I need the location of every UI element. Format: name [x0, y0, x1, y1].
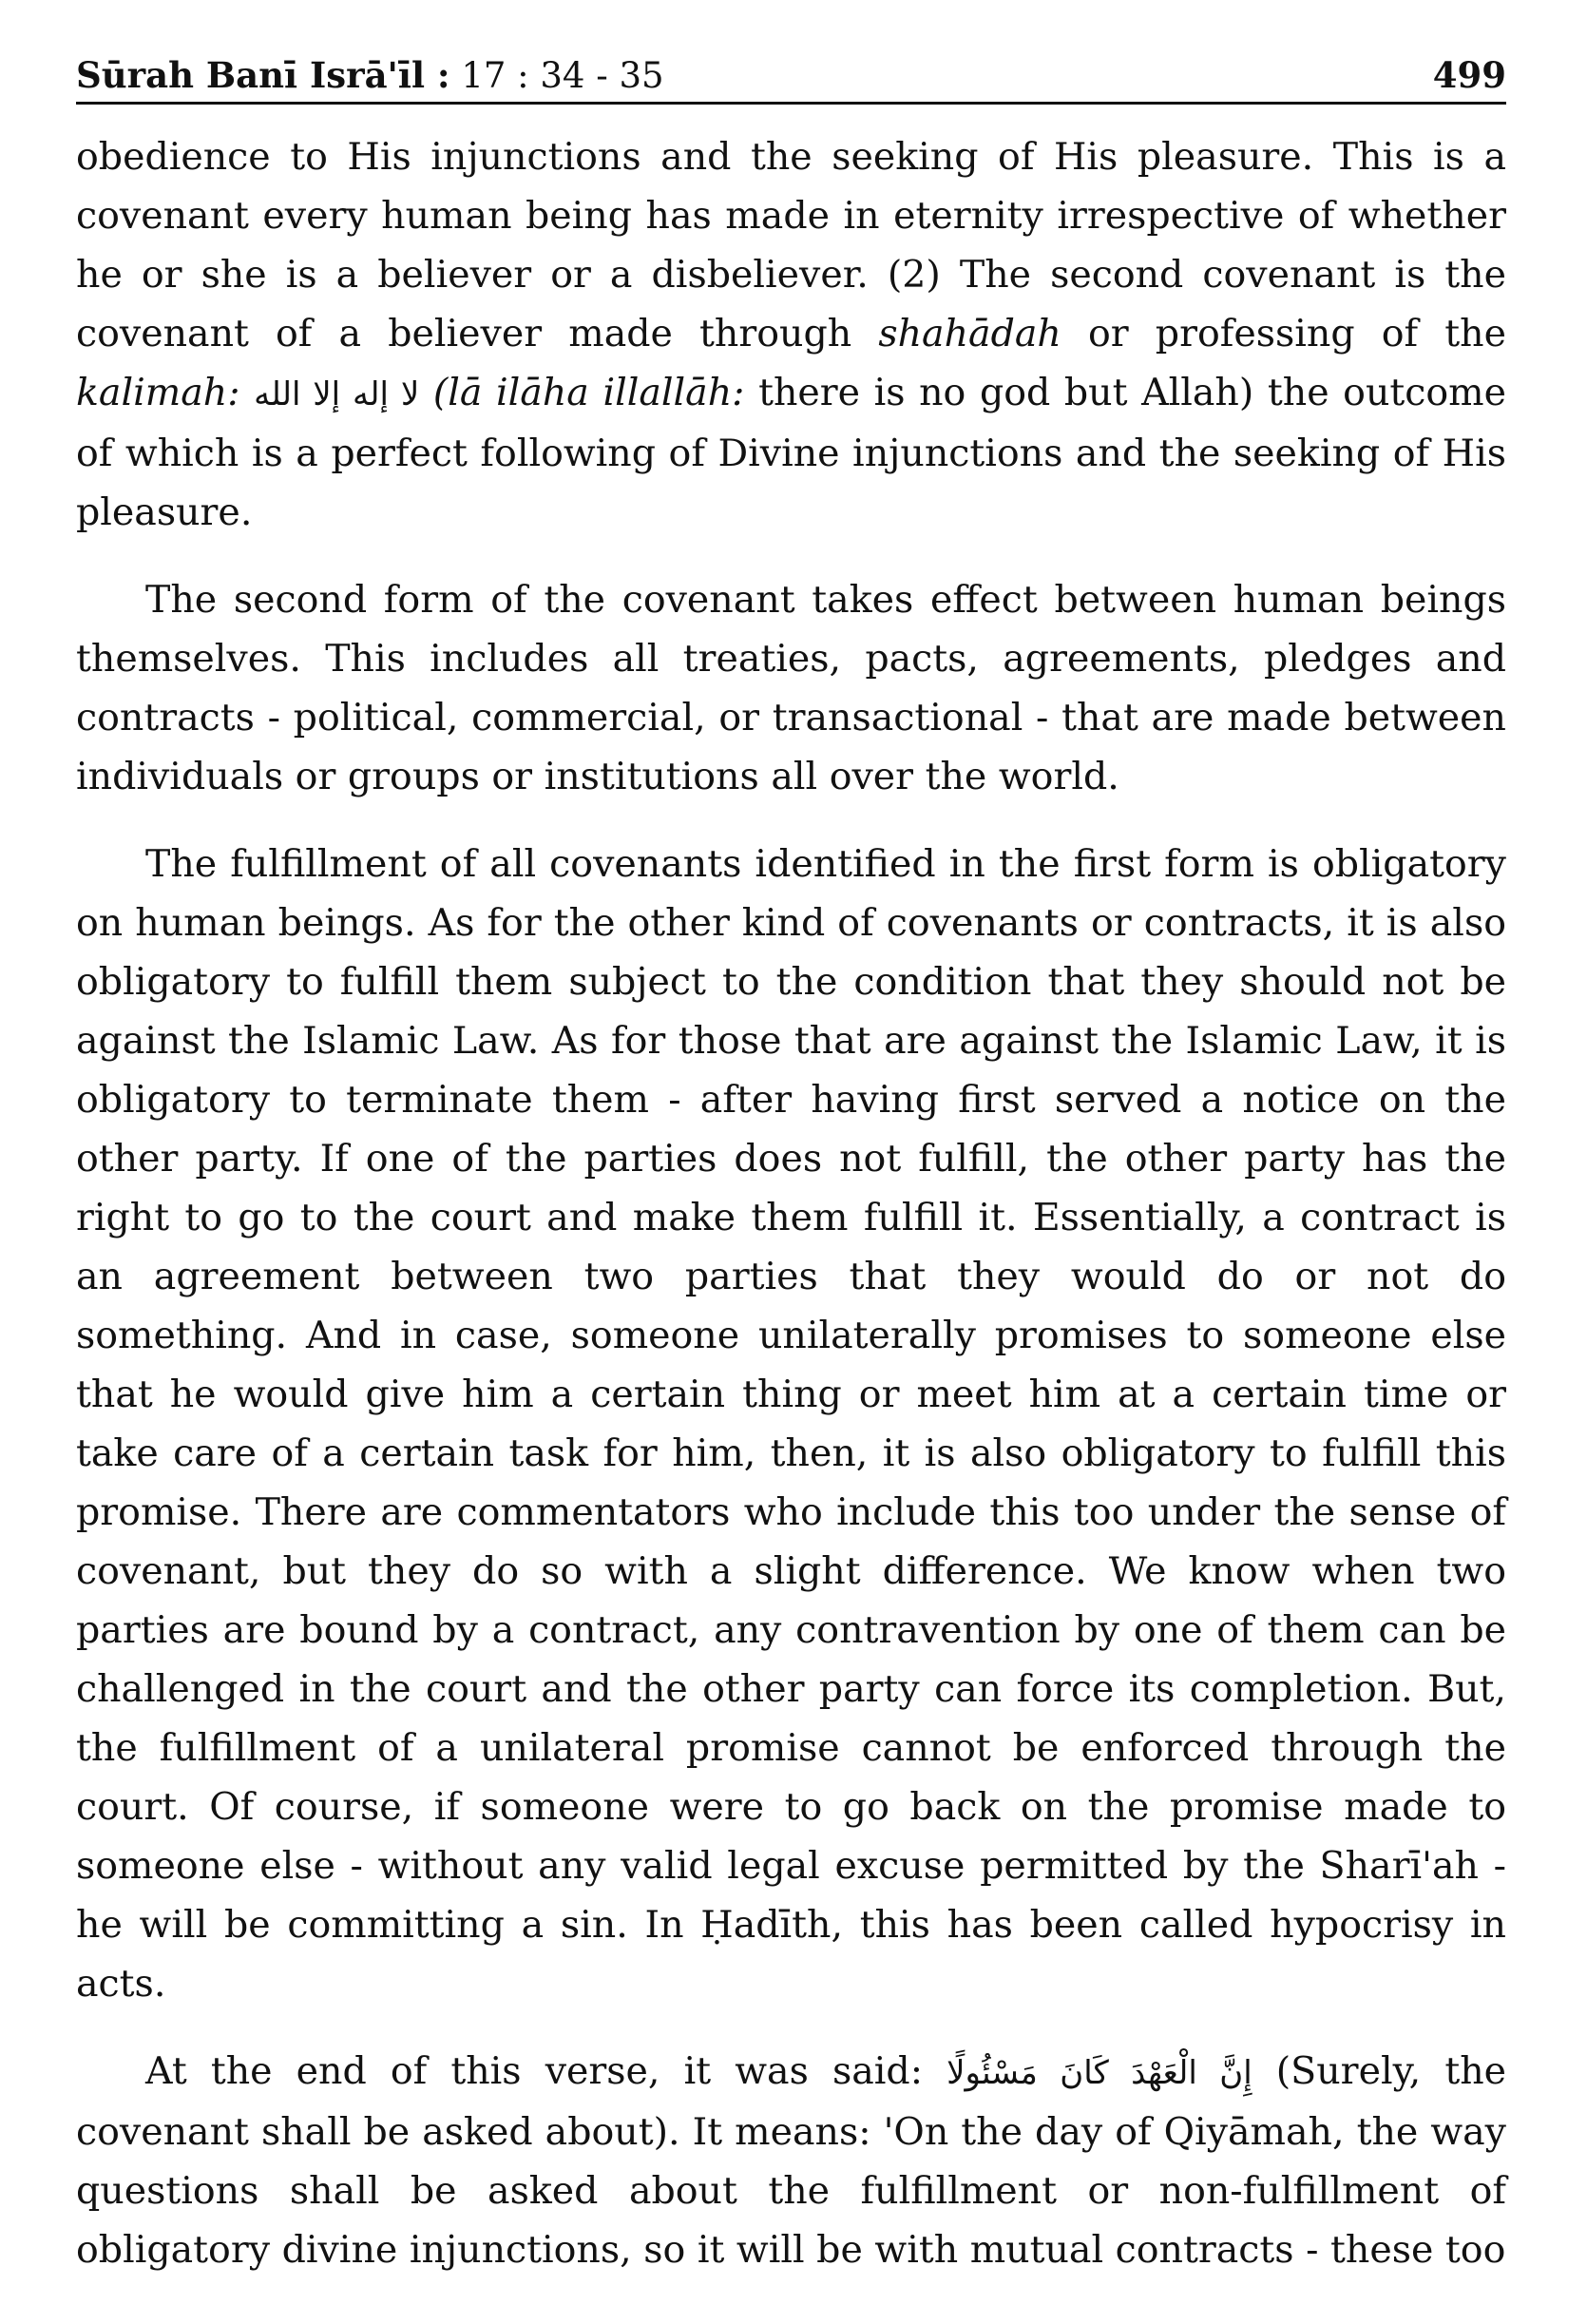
- page-body: [76, 127, 1506, 2308]
- paragraph-3: The fulfillment of all covenants identified in the first form is obligatory on human beings. As for the other kind of covenants or contracts, it is also obligatory to fulfill them subject to the condition that they should not be against the Islamic Law. As for those that are against the Islamic Law, it is obligatory to terminate them - after having first served a notice on the other party. If one of the parties does not fulfill, the other party has the right to go to the court and make them fulfill it. Essentially, a contract is an agreement between two parties that they would do or not do something. And in case, someone unilaterally promises to someone else that he would give him a certain thing or meet him at a certain time or take care of a certain task for him, then, it is also obligatory to fulfill this promise. There are commentators who include this too under the sense of covenant, but they do so with a slight difference. We know when two parties are bound by a contract, any contravention by one of them can be challenged in the court and the other party can force its completion. But, the fulfillment of a unilateral promise cannot be enforced through the court. Of course, if someone were to go back on the promise made to someone else - without any valid legal excuse permitted by the Sharī'ah - he will be committing a sin. In Ḥadīth, this has been called hypocrisy in acts.: [76, 842, 1506, 2006]
- surah-name: Sūrah Banī Isrā'īl :: [76, 54, 450, 96]
- paragraph-4: [76, 2042, 1506, 2279]
- paragraph-1-text-b: or professing of the: [1061, 312, 1506, 355]
- paragraph-4-text-a: At the end of this verse, it was said:: [145, 2049, 947, 2093]
- running-title: [76, 54, 664, 96]
- kalimah-arabic: لا إله إلا الله: [254, 375, 420, 413]
- paragraph-1-text-c: there is no god but Allah) the outcome of which is a perfect following of Divine injunctions and the seeking of His pleasure.: [76, 371, 1506, 534]
- shahadah-term: shahādah: [878, 312, 1061, 355]
- paragraph-2: The second form of the covenant takes effect between human beings themselves. This includes all treaties, pacts, agreements, pledges and contracts - political, commercial, or transactional - that are made between individuals or groups or institutions all over the world.: [76, 578, 1506, 798]
- page-number: 499: [1432, 54, 1506, 96]
- paragraph-4-text-b: (Surely, the covenant shall be asked about). It means: 'On the day of Qiyāmah, the way questions shall be asked about the fulfillment or non-fulfillment of obligatory divine injunctions, so it will be with mutual contracts - these too: [76, 2049, 1507, 2272]
- kalimah-term: kalimah:: [76, 371, 240, 414]
- verse-reference: 17 : 34 - 35: [461, 55, 664, 96]
- paragraph-1: [76, 127, 1506, 542]
- paragraph-1-text-a: obedience to His injunctions and the seeking of His pleasure. This is a covenant every human being has made in eternity irrespective of whether he or she is a believer or a disbeliever. (2) The second covenant is the covenant of a believer made through: [76, 135, 1506, 355]
- running-header: [76, 38, 1506, 105]
- kalimah-transliteration: (lā ilāha illallāh:: [432, 371, 745, 414]
- verse-arabic: إِنَّ الْعَهْدَ كَانَ مَسْئُولًا: [946, 2054, 1252, 2092]
